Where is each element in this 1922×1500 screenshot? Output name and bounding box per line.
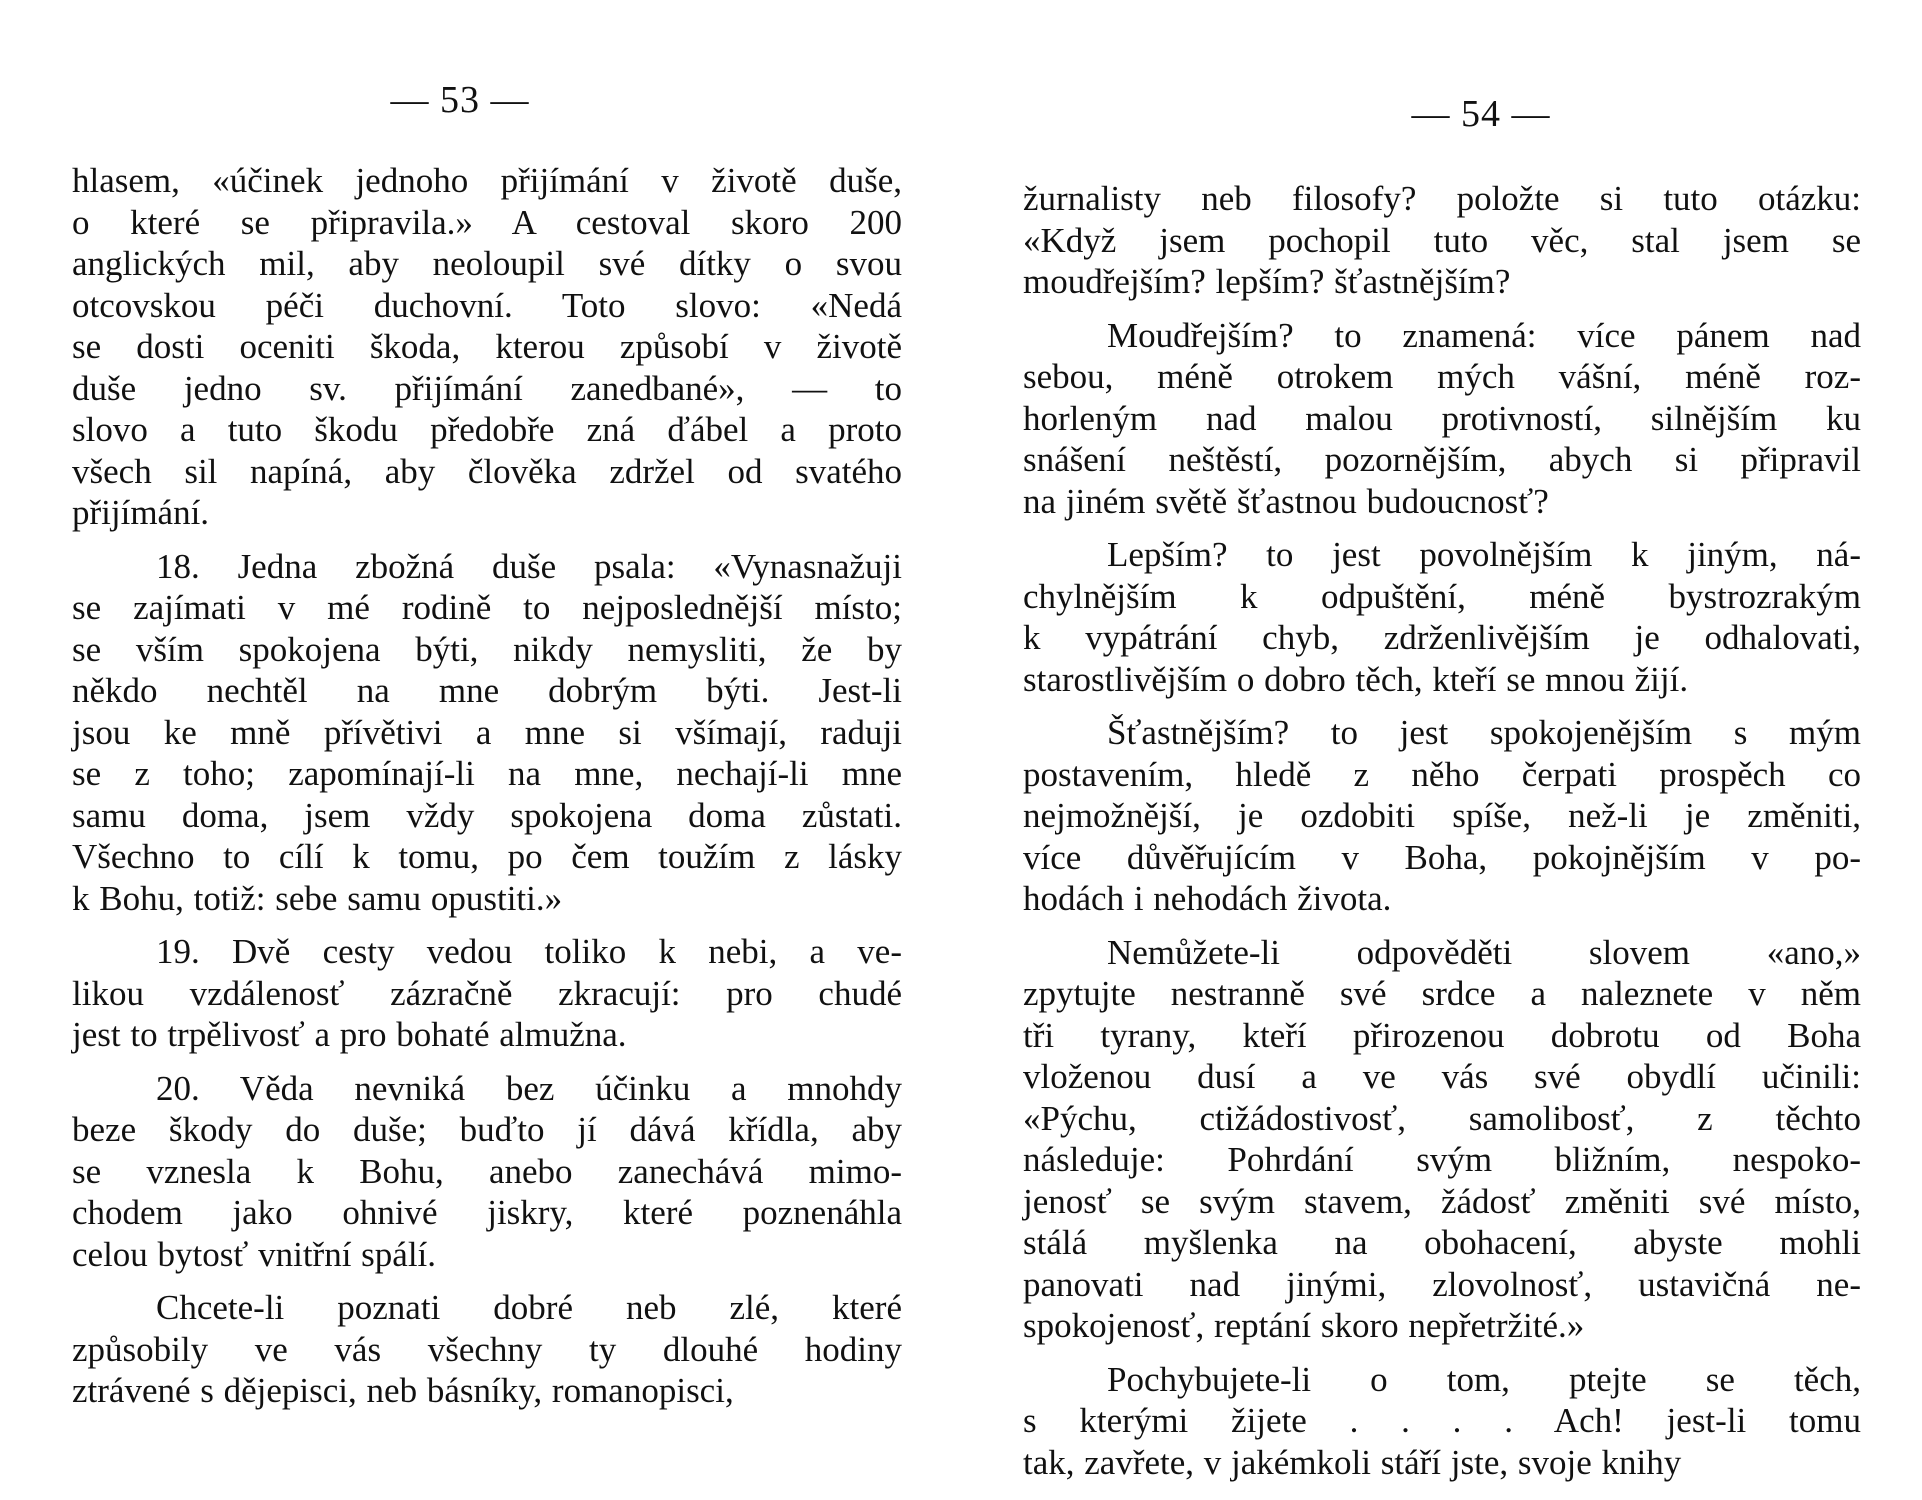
text-line: duše jedno sv. přijímání zanedbané», — to xyxy=(72,368,902,408)
paragraph xyxy=(72,931,902,1056)
text-line: «Když jsem pochopil tuto věc, stal jsem se xyxy=(1023,220,1861,260)
text-line: snášení neštěstí, pozornějším, abych si připravil xyxy=(1023,440,1861,479)
paragraph xyxy=(72,1287,902,1412)
text-line: chylnějším k odpuštění, méně bystrozrakým xyxy=(1023,576,1861,616)
text-line: se dosti oceniti škoda, kterou způsobí v životě xyxy=(72,327,902,366)
text-line: Všechno to cílí k tomu, po čem toužím z lásky xyxy=(72,837,902,876)
page-number: — 54 — xyxy=(1411,93,1551,135)
text-line: o které se připravila.» A cestoval skoro 200 xyxy=(72,202,902,242)
paragraph xyxy=(72,546,902,920)
text-line: horleným nad malou protivností, silnějším ku xyxy=(1023,398,1861,438)
text-line: k Bohu, totiž: sebe samu opustiti.» xyxy=(72,878,563,918)
text-line: slovo a tuto škodu předobře zná ďábel a proto xyxy=(72,410,902,449)
page-number: — 53 — xyxy=(390,79,530,121)
text-line: se vznesla k Bohu, anebo zanechává mimo- xyxy=(72,1151,902,1191)
text-line: postavením, hledě z něho čerpati prospěch co xyxy=(1023,754,1861,794)
text-line: k vypátrání chyb, zdrženlivějším je odhalovati, xyxy=(1023,618,1861,657)
text-line: tak, zavřete, v jakémkoli stáří jste, svoje knihy xyxy=(1023,1442,1682,1482)
text-line: moudřejším? lepším? šťastnějším? xyxy=(1023,262,1511,301)
text-line: žurnalisty neb filosofy? položte si tuto otázku: xyxy=(1023,179,1861,218)
text-line: likou vzdálenosť zázračně zkracují: pro chudé xyxy=(72,973,902,1013)
page-body xyxy=(1023,178,1861,1483)
text-line: se vším spokojena býti, nikdy nemysliti, že by xyxy=(72,629,902,669)
text-line: jsou ke mně přívětivi a mne si všímají, raduji xyxy=(72,712,902,752)
paragraph xyxy=(72,1068,902,1276)
text-line: Pochybujete-li o tom, ptejte se těch, xyxy=(1107,1359,1861,1399)
text-line: otcovskou péči duchovní. Toto slovo: «Nedá xyxy=(72,285,902,325)
text-line: hlasem, «účinek jednoho přijímání v životě duše, xyxy=(72,161,902,200)
text-line: na jiném světě šťastnou budoucnosť? xyxy=(1023,481,1549,521)
text-line: anglických mil, aby neoloupil své dítky o svou xyxy=(72,244,902,283)
paragraph xyxy=(1023,932,1861,1347)
text-line: 18. Jedna zbožná duše psala: «Vynasnažuji xyxy=(156,546,902,586)
text-line: sebou, méně otrokem mých vášní, méně roz- xyxy=(1023,357,1861,396)
text-line: spokojenosť, reptání skoro nepřetržité.» xyxy=(1023,1306,1585,1345)
text-line: Nemůžete-li odpověděti slovem «ano,» xyxy=(1107,932,1861,972)
paragraph xyxy=(1023,712,1861,920)
text-line: více důvěřujícím v Boha, pokojnějším v po- xyxy=(1023,837,1861,877)
text-line: stálá myšlenka na obohacení, abyste mohli xyxy=(1023,1223,1861,1262)
text-line: hodách i nehodách života. xyxy=(1023,879,1392,918)
text-line: celou bytosť vnitřní spálí. xyxy=(72,1234,437,1274)
text-line: někdo nechtěl na mne dobrým býti. Jest-li xyxy=(72,671,902,710)
text-line: Lepším? to jest povolnějším k jiným, ná- xyxy=(1107,535,1861,574)
paragraph xyxy=(1023,178,1861,303)
text-line: samu doma, jsem vždy spokojena doma zůstati. xyxy=(72,795,902,835)
text-line: «Pýchu, ctižádostivosť, samolibosť, z těchto xyxy=(1023,1098,1861,1138)
right-page xyxy=(961,0,1922,1500)
text-line: Chcete-li poznati dobré neb zlé, které xyxy=(156,1288,902,1327)
text-line: ztrávené s dějepisci, neb básníky, romanopisci, xyxy=(72,1371,734,1410)
text-line: 20. Věda nevniká bez účinku a mnohdy xyxy=(156,1068,902,1108)
page-body xyxy=(72,160,902,1412)
paragraph xyxy=(1023,315,1861,523)
text-line: vloženou dusí a ve vás své obydlí učinili: xyxy=(1023,1057,1861,1096)
text-line: s kterými žijete . . . . Ach! jest-li tomu xyxy=(1023,1401,1861,1440)
text-line: 19. Dvě cesty vedou toliko k nebi, a ve- xyxy=(156,932,902,971)
text-line: přijímání. xyxy=(72,493,210,532)
text-line: následuje: Pohrdání svým bližním, nespoko- xyxy=(1023,1140,1861,1179)
text-line: panovati nad jinými, zlovolnosť, ustavičná ne- xyxy=(1023,1264,1861,1304)
text-line: tři tyrany, kteří přirozenou dobrotu od Boha xyxy=(1023,1015,1861,1055)
text-line: způsobily ve vás všechny ty dlouhé hodiny xyxy=(72,1329,902,1369)
text-line: se zajímati v mé rodině to nejposlednější místo; xyxy=(72,588,902,627)
text-line: Moudřejším? to znamená: více pánem nad xyxy=(1107,315,1861,355)
text-line: jenosť se svým stavem, žádosť změniti své místo, xyxy=(1023,1181,1861,1221)
text-line: se z toho; zapomínají-li na mne, nechají-li mne xyxy=(72,754,902,793)
paragraph xyxy=(1023,534,1861,700)
text-line: jest to trpělivosť a pro bohaté almužna. xyxy=(72,1015,627,1054)
text-line: nejmožnější, je ozdobiti spíše, než-li je změniti, xyxy=(1023,796,1861,835)
text-line: beze škody do duše; buďto jí dává křídla, aby xyxy=(72,1110,902,1149)
text-line: všech sil napíná, aby člověka zdržel od svatého xyxy=(72,451,902,491)
paragraph xyxy=(1023,1359,1861,1484)
text-line: starostlivějším o dobro těch, kteří se mnou žijí. xyxy=(1023,659,1689,699)
paragraph xyxy=(72,160,902,534)
text-line: zpytujte nestranně své srdce a naleznete v něm xyxy=(1023,974,1861,1013)
text-line: Šťastnějším? to jest spokojenějším s mým xyxy=(1107,713,1861,752)
text-line: chodem jako ohnivé jiskry, které poznenáhla xyxy=(72,1193,902,1232)
